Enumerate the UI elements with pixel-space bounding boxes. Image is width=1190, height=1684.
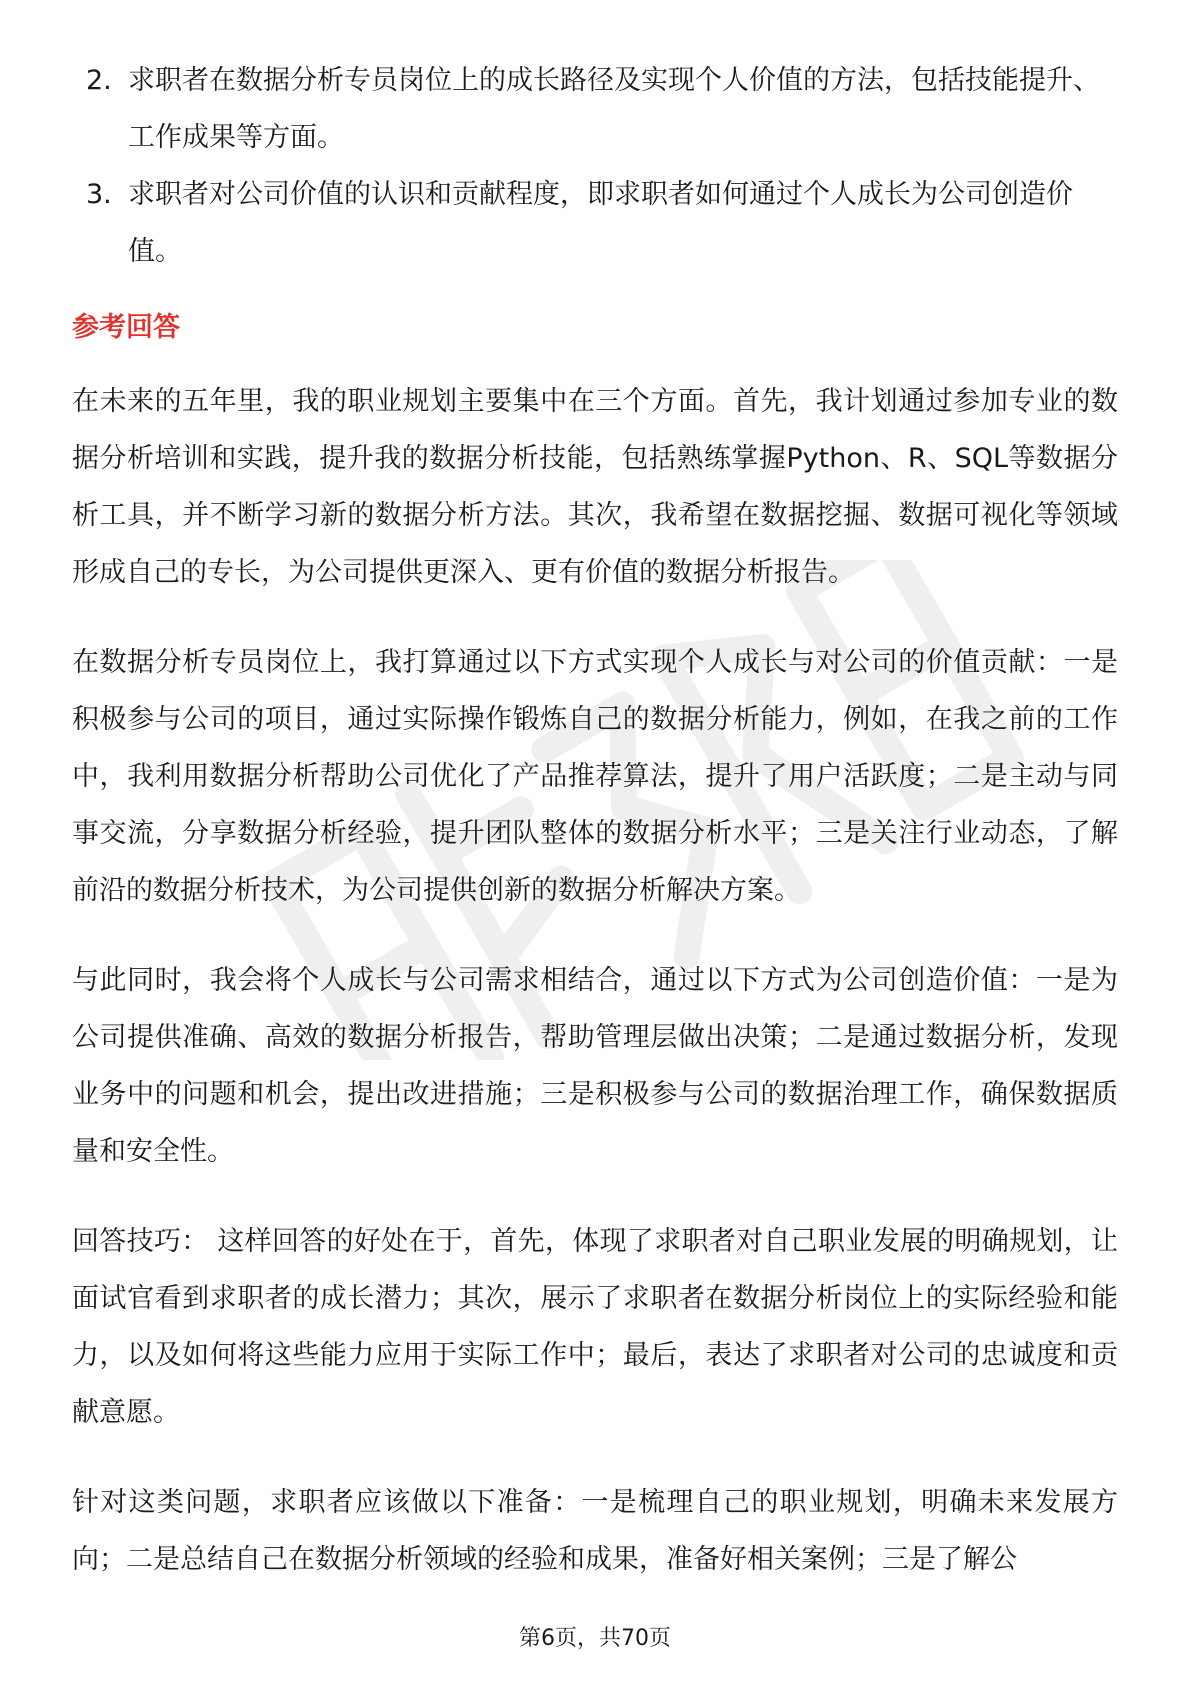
paragraph: 针对这类问题，求职者应该做以下准备：一是梳理自己的职业规划，明确未来发展方向；二是总结自己在数据分析领域的经验和成果，准备好相关案例；三是了解公 (72, 1487, 1118, 1575)
list-number: 3. (86, 179, 112, 210)
paragraph: 在数据分析专员岗位上，我打算通过以下方式实现个人成长与对公司的价值贡献：一是积极参与公司的项目，通过实际操作锻炼自己的数据分析能力，例如，在我之前的工作中，我利用数据分析帮助公司优化了产品推荐算法，提升了用户活跃度；二是主动与同事交流，分享数据分析经验，提升团队整体的数据分析水平；三是关注行业动态，了解前沿的数据分析技术，为公司提供创新的数据分析解决方案。 (72, 647, 1118, 906)
list-number: 2. (86, 65, 112, 96)
paragraph: 与此同时，我会将个人成长与公司需求相结合，通过以下方式为公司创造价值：一是为公司提供准确、高效的数据分析报告，帮助管理层做出决策；二是通过数据分析，发现业务中的问题和机会，提出改进措施；三是积极参与公司的数据治理工作，确保数据质量和安全性。 (72, 965, 1118, 1167)
page-footer: 第6页，共70页 (519, 1626, 671, 1651)
list-item (72, 52, 1118, 166)
list-text: 求职者对公司价值的认识和贡献程度，即求职者如何通过个人成长为公司创造价值。 (128, 179, 1073, 267)
main-content (72, 52, 1118, 1621)
paragraph: 回答技巧： 这样回答的好处在于，首先，体现了求职者对自己职业发展的明确规划，让面试官看到求职者的成长潜力；其次，展示了求职者在数据分析岗位上的实际经验和能力，以及如何将这些能力应用于实际工作中；最后，表达了求职者对公司的忠诚度和贡献意愿。 (72, 1226, 1118, 1428)
list-text: 求职者在数据分析专员岗位上的成长路径及实现个人价值的方法，包括技能提升、工作成果等方面。 (128, 65, 1100, 153)
section-heading: 参考回答 (72, 312, 180, 343)
paragraph: 在未来的五年里，我的职业规划主要集中在三个方面。首先，我计划通过参加专业的数据分析培训和实践，提升我的数据分析技能，包括熟练掌握Python、R、SQL等数据分析工具，并不断学习新的数据分析方法。其次，我希望在数据挖掘、数据可视化等领域形成自己的专长，为公司提供更深入、更有价值的数据分析报告。 (72, 386, 1118, 588)
list-item (72, 166, 1118, 280)
